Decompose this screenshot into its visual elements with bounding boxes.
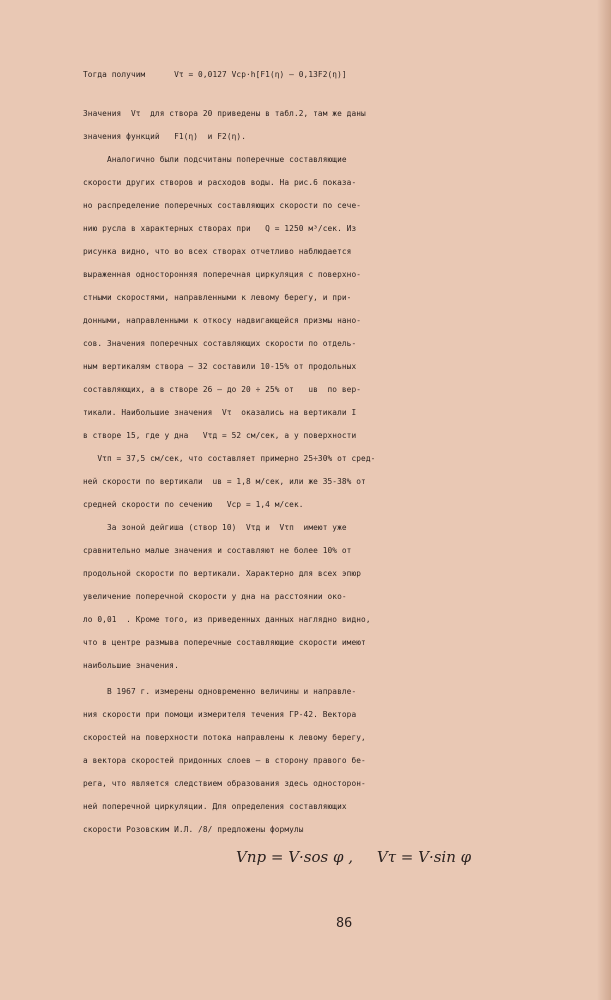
- text-line-31: рега, что является следствием образования здесь односторон-: [83, 779, 366, 788]
- text-line-25: что в центре размыва поперечные составляющие скорости имеют: [83, 638, 366, 647]
- text-line-15: тикали. Наибольшие значения Vτ оказались на вертикали I: [83, 408, 357, 417]
- text-line-28: ния скорости при помощи измерителя течения ГР-42. Вектора: [83, 710, 357, 719]
- text-line-4: Аналогично были подсчитаны поперечные составляющие: [83, 155, 347, 164]
- text-line-16: в створе 15, где у дна Vτд = 52 см/сек, а у поверхности: [83, 431, 357, 440]
- text-line-5: скорости других створов и расходов воды. На рис.6 показа-: [83, 178, 357, 187]
- text-line-20: За зоной дейгиша (створ 10) Vτд и Vτп имеют уже: [83, 523, 347, 532]
- text-line-6: но распределение поперечных составляющих скорости по сече-: [83, 201, 362, 210]
- text-line-29: скоростей на поверхности потока направлены к левому берегу,: [83, 733, 366, 742]
- text-line-12: сов. Значения поперечных составляющих скорости по отдель-: [83, 339, 357, 348]
- text-line-11: донными, направленными к откосу надвигающейся призмы нано-: [83, 316, 362, 325]
- text-line-1: Тогда получим Vτ = 0,0127 Vср·h[F1(η) – 0,13F2(η)]: [83, 70, 347, 79]
- text-line-13: ным вертикалям створа – 32 составили 10-15% от продольных: [83, 362, 357, 371]
- text-line-14: составляющих, а в створе 26 – до 20 ÷ 25% от uв по вер-: [83, 385, 362, 394]
- page-edge-shadow: [597, 0, 611, 1000]
- text-line-7: нию русла в характерных створах при Q = 1250 м³/сек. Из: [83, 224, 357, 233]
- text-line-18: ней скорости по вертикали uв = 1,8 м/сек, или же 35-38% от: [83, 477, 366, 486]
- text-line-33: скорости Розовским И.Л. /8/ предложены формулы: [83, 825, 304, 834]
- text-line-3: значения функций F1(η) и F2(η).: [83, 132, 246, 141]
- page-number: 86: [336, 915, 353, 931]
- velocity-formula: Vпр = V·sos φ , Vτ = V·sin φ: [236, 848, 472, 866]
- text-line-9: выраженная односторонняя поперечная циркуляция с поверхно-: [83, 270, 362, 279]
- text-line-17: Vτп = 37,5 см/сек, что составляет примерно 25÷30% от сред-: [83, 454, 376, 463]
- text-line-24: ло 0,01 . Кроме того, из приведенных данных наглядно видно,: [83, 615, 371, 624]
- text-line-26: наибольшие значения.: [83, 661, 179, 670]
- text-line-22: продольной скорости по вертикали. Характерно для всех эпюр: [83, 569, 362, 578]
- text-line-8: рисунка видно, что во всех створах отчетливо наблюдается: [83, 247, 352, 256]
- text-line-2: Значения Vτ для створа 20 приведены в табл.2, там же даны: [83, 109, 366, 118]
- text-line-19: средней скорости по сечению Vср = 1,4 м/сек.: [83, 500, 304, 509]
- text-line-32: ней поперечной циркуляции. Для определения составляющих: [83, 802, 347, 811]
- text-line-27: В 1967 г. измерены одновременно величины и направле-: [83, 687, 357, 696]
- text-line-21: сравнительно малые значения и составляют не более 10% от: [83, 546, 352, 555]
- text-line-23: увеличение поперечной скорости у дна на расстоянии око-: [83, 592, 347, 601]
- text-line-10: стными скоростями, направленными к левому берегу, и при-: [83, 293, 352, 302]
- text-line-30: а вектора скоростей придонных слоев – в сторону правого бе-: [83, 756, 366, 765]
